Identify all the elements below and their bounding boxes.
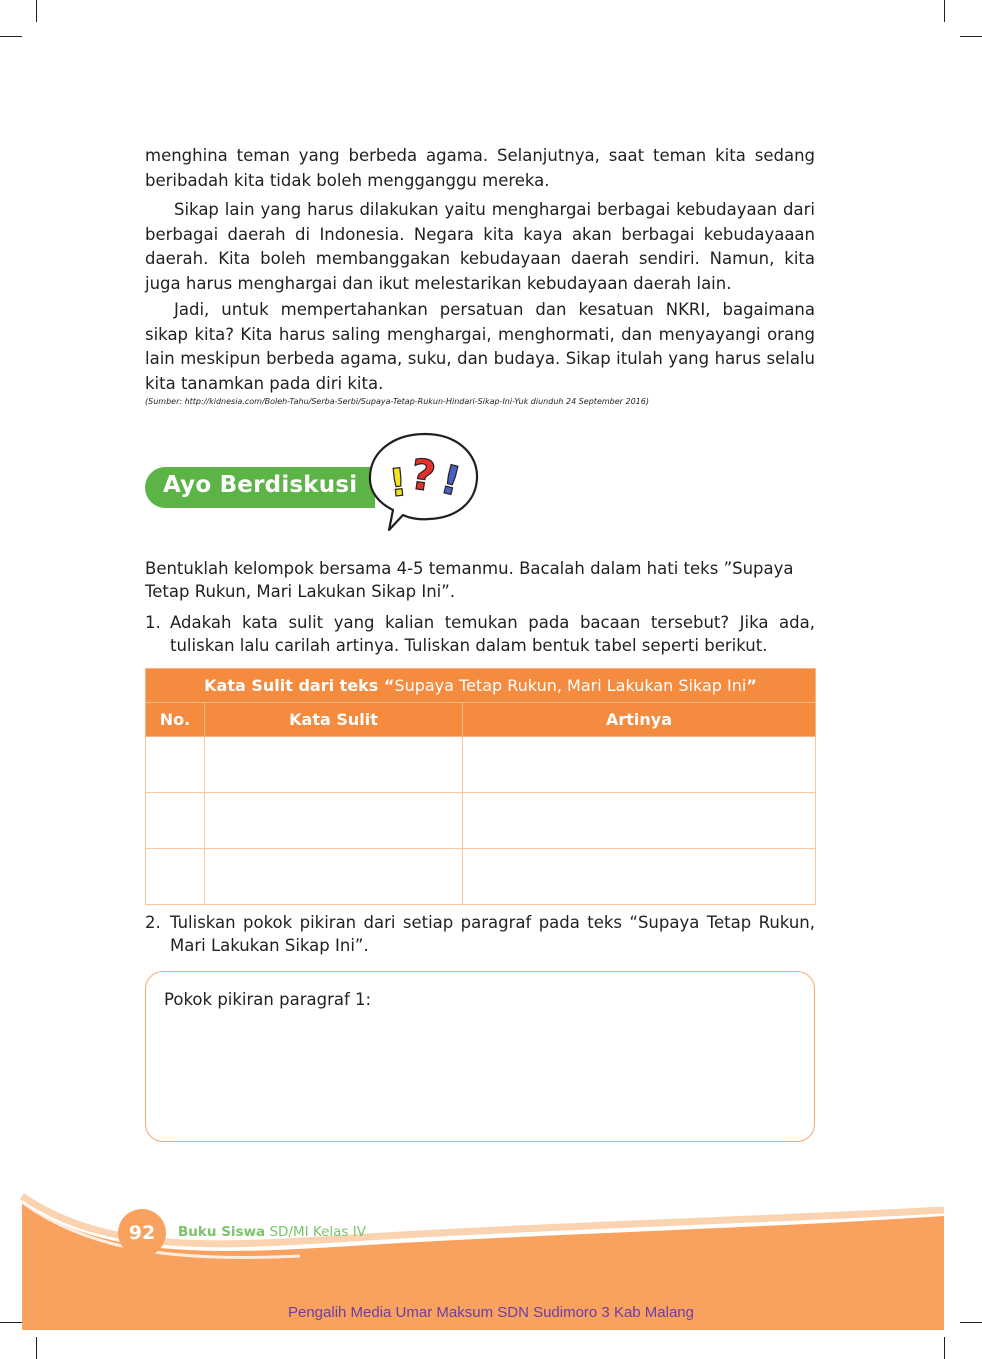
question-text: Tuliskan pokok pikiran dari setiap paragraf pada teks “Supaya Tetap Rukun, Mari Lakukan Sikap Ini”. (170, 913, 815, 955)
table-cell[interactable] (146, 737, 205, 793)
reading-paragraph-2: Sikap lain yang harus dilakukan yaitu menghargai berbagai kebudayaan dari berbagai daerah di Indonesia. Negara kita kaya akan berbagai kebudayaaan daerah. Kita boleh membanggakan kebudayaan daerah sendiri. Namun, kita juga harus menghargai dan ikut melestarikan kebudayaan daerah lain. (145, 200, 815, 293)
table-cell[interactable] (205, 737, 463, 793)
activity-intro (145, 557, 815, 603)
column-header-word: Kata Sulit (205, 703, 463, 737)
table-cell[interactable] (463, 849, 816, 905)
activity-title: Ayo Berdiskusi (163, 472, 358, 498)
question-text: Adakah kata sulit yang kalian temukan pada bacaan tersebut? Jika ada, tuliskan lalu carilah artinya. Tuliskan dalam bentuk tabel seperti berikut. (170, 613, 815, 655)
intro-text: Bentuklah kelompok bersama 4-5 temanmu. Bacalah dalam hati teks ”Supaya Tetap Rukun, Mari Lakukan Sikap Ini”. (145, 559, 794, 601)
page-number: 92 (118, 1209, 166, 1257)
crop-mark (0, 36, 22, 37)
exclamation-mark: ! (387, 459, 409, 506)
question-number: 1. (145, 613, 161, 632)
crop-mark (944, 0, 945, 22)
question-1 (145, 611, 815, 657)
table-cell[interactable] (205, 849, 463, 905)
source-citation: (Sumber: http://kidnesia.com/Boleh-Tahu/Serba-Serbi/Supaya-Tetap-Rukun-Hindari-Sikap-Ini-Yuk diunduh 24 September 2016) (145, 397, 649, 406)
table-row (146, 793, 816, 849)
reading-paragraph-1: menghina teman yang berbeda agama. Selanjutnya, saat teman kita sedang beribadah kita tidak boleh mengganggu mereka. (145, 146, 815, 190)
table-row (146, 737, 816, 793)
question-number: 2. (145, 913, 161, 932)
crop-mark (36, 0, 37, 22)
answer-box[interactable] (145, 971, 815, 1142)
table-cell[interactable] (463, 793, 816, 849)
table-cell[interactable] (146, 849, 205, 905)
digitizer-credit: Pengalih Media Umar Maksum SDN Sudimoro 3 Kab Malang (287, 1304, 694, 1321)
column-header-meaning: Artinya (463, 703, 816, 737)
reading-paragraph-3: Jadi, untuk mempertahankan persatuan dan kesatuan NKRI, bagaimana sikap kita? Kita harus saling menghargai, menghormati, dan menyayangi orang lain meskipun berbeda agama, suku, dan budaya. Sikap itulah yang harus selalu kita tanamkan pada diri kita. (145, 300, 815, 393)
speech-bubble-icon (365, 430, 483, 534)
crop-mark (960, 36, 982, 37)
table-row (146, 849, 816, 905)
table-cell[interactable] (463, 737, 816, 793)
exclamation-mark: ! (436, 456, 466, 506)
column-header-no: No. (146, 703, 205, 737)
difficult-words-table (145, 668, 816, 905)
table-title: Kata Sulit dari teks “Supaya Tetap Rukun, Mari Lakukan Sikap Ini” (146, 669, 816, 703)
answer-label: Pokok pikiran paragraf 1: (164, 990, 372, 1009)
activity-banner (145, 467, 375, 508)
question-mark: ? (407, 449, 439, 502)
book-title: Buku Siswa SD/MI Kelas IV (178, 1224, 366, 1240)
table-cell[interactable] (205, 793, 463, 849)
question-2 (145, 911, 815, 957)
table-cell[interactable] (146, 793, 205, 849)
footer-wave (0, 1180, 982, 1359)
